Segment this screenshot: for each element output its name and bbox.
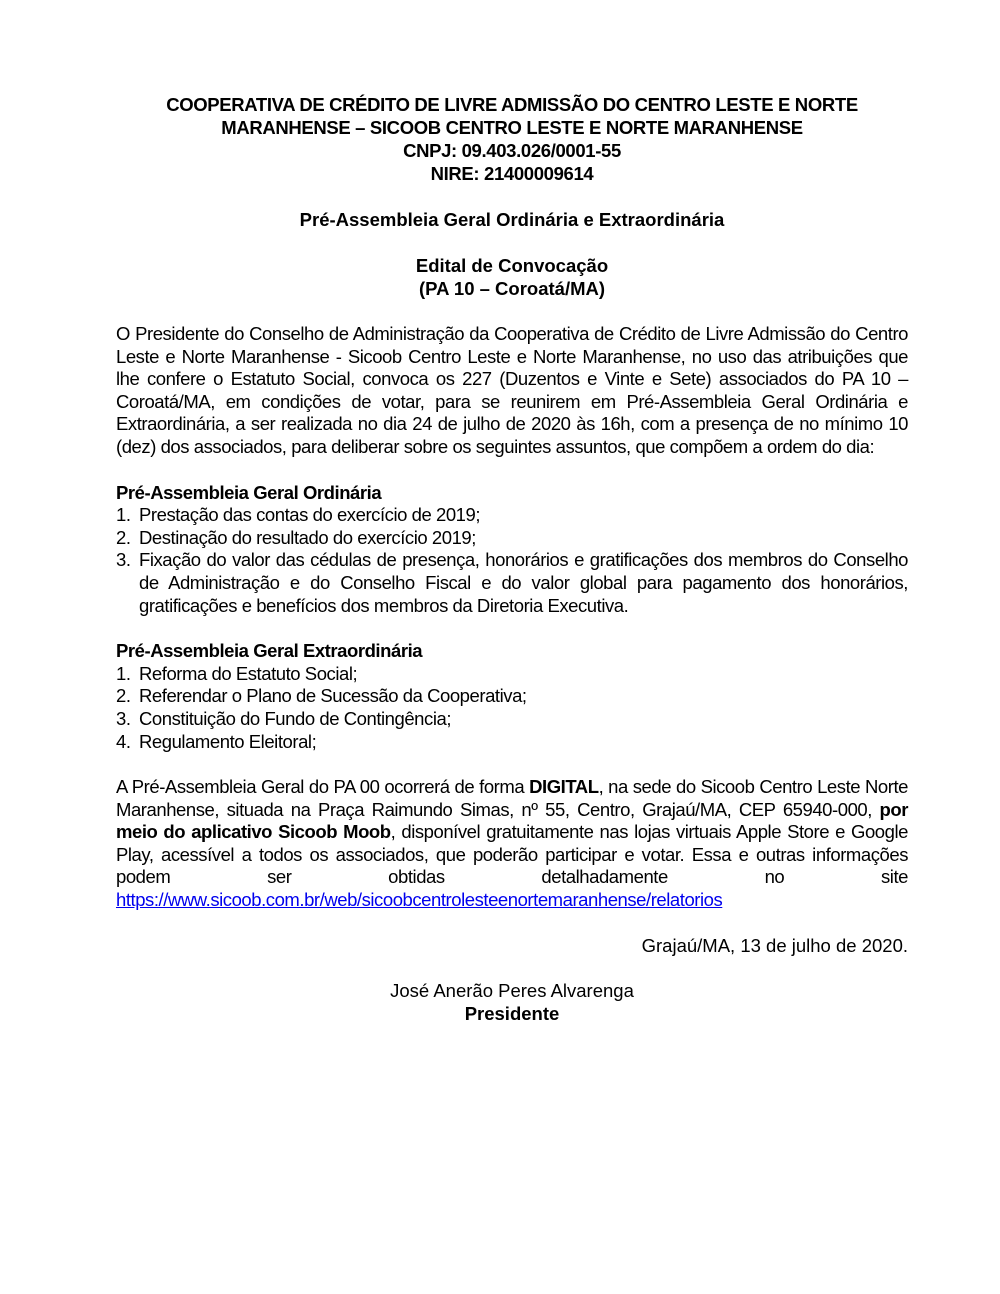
closing-bold-digital: DIGITAL [529,776,599,798]
list-item [116,685,908,708]
list-item-number: 3. [116,707,131,729]
signatory-role: Presidente [464,1002,560,1024]
closing-bold-app: por meio do aplicativo Sicoob Moob [116,798,908,843]
ordinaria-list [116,504,908,617]
document-date: Grajaú/MA, 13 de julho de 2020. [641,934,908,956]
header-cnpj: CNPJ: 09.403.026/0001-55 [403,140,621,161]
list-item-text: Destinação do resultado do exercício 2019; [139,526,476,548]
ordinaria-heading: Pré-Assembleia Geral Ordinária [116,481,382,503]
list-item-number: 1. [116,504,131,526]
reports-link[interactable]: https://www.sicoob.com.br/web/sicoobcentrolesteenortemaranhense/relatorios [116,889,723,911]
list-item-text: Regulamento Eleitoral; [139,730,317,752]
list-item-text: Referendar o Plano de Sucessão da Cooperativa; [139,685,527,707]
list-item-text: Constituição do Fundo de Contingência; [139,707,452,729]
document-page [116,93,908,1025]
list-item-number: 4. [116,730,131,752]
subtitle-edital: Edital de Convocação [415,255,609,276]
subtitle-pa: (PA 10 – Coroatá/MA) [418,278,606,299]
closing-paragraph [116,776,908,912]
list-item-text: Prestação das contas do exercício de 2019; [139,504,481,526]
list-item-number: 2. [116,685,131,707]
signatory-name: José Anerão Peres Alvarenga [390,979,634,1001]
list-item-number: 1. [116,662,131,684]
list-item [116,549,908,617]
list-item [116,663,908,686]
list-item [116,708,908,731]
list-item [116,504,908,527]
document-header [116,93,908,185]
document-title: Pré-Assembleia Geral Ordinária e Extraordinária [299,209,725,230]
list-item-number: 3. [116,549,131,571]
document-subtitle [116,254,908,300]
header-cooperative-name-line1: COOPERATIVA DE CRÉDITO DE LIVRE ADMISSÃO DO CENTRO LESTE E NORTE [166,94,858,115]
closing-text-3: , disponível gratuitamente nas lojas virtuais Apple Store e Google Play, acessível a todos os associados, que poderão participar e votar. Essa e outras informações podem ser obtidas detalhadamente no site [116,821,908,888]
signature-block [116,979,908,1025]
list-item-text: Reforma do Estatuto Social; [139,662,358,684]
closing-text-1: A Pré-Assembleia Geral do PA 00 ocorrerá de forma [116,776,530,798]
list-item-number: 2. [116,526,131,548]
list-item [116,527,908,550]
header-cooperative-name-line2: MARANHENSE – SICOOB CENTRO LESTE E NORTE MARANHENSE [221,117,803,138]
extraordinaria-heading: Pré-Assembleia Geral Extraordinária [116,640,423,662]
header-nire: NIRE: 21400009614 [430,163,594,184]
list-item [116,731,908,754]
intro-paragraph: O Presidente do Conselho de Administração da Cooperativa de Crédito de Livre Admissão do Centro Leste e Norte Maranhense - Sicoob Centro Leste e Norte Maranhense, no uso das atribuições que lhe confere o Estatuto Social, convoca os 227 (Duzentos e Vinte e Sete) associados do PA 10 – Coroatá/MA, em condições de votar, para se reunirem em Pré-Assembleia Geral Ordinária e Extraordinária, a ser realizada no dia 24 de julho de 2020 às 16h, com a presença de no mínimo 10 (dez) dos associados, para deliberar sobre os seguintes assuntos, que compõem a ordem do dia: [116,323,908,457]
list-item-text: Fixação do valor das cédulas de presença, honorários e gratificações dos membros do Conselho de Administração e do Conselho Fiscal e do valor global para pagamento dos honorários, gratificações e benefícios dos membros da Diretoria Executiva. [139,549,908,616]
closing-text-2: , na sede do Sicoob Centro Leste Norte Maranhense, situada na Praça Raimundo Simas, nº 55, Centro, Grajaú/MA, CEP 65940-000, [116,776,908,820]
extraordinaria-list [116,663,908,753]
